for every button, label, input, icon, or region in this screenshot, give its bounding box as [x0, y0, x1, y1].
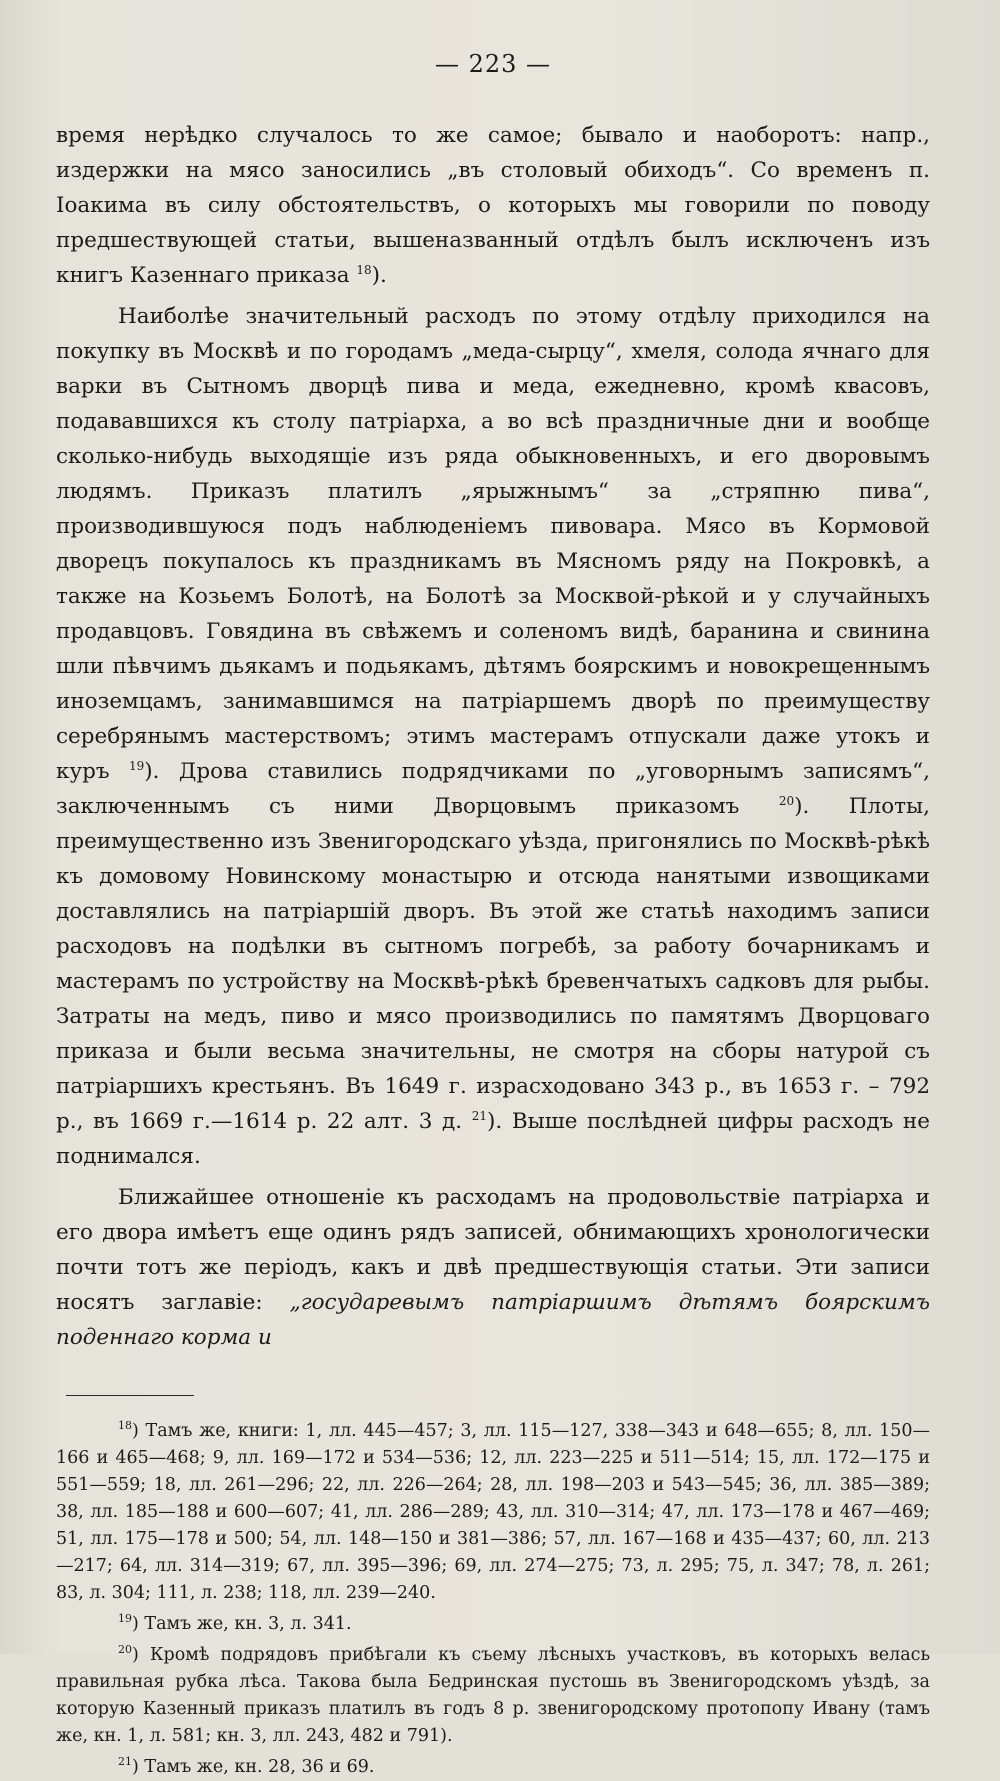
- footnotes: [56, 1418, 930, 1781]
- footnote-ref-19: 19: [128, 758, 145, 773]
- footnote-text: ) Кромѣ подрядовъ прибѣгали къ съему лѣсныхъ участковъ, въ которыхъ велась правильная рубка лѣса. Такова была Бедринская пустошь въ Звенигородскомъ уѣздѣ, за которую Казенный приказъ платилъ въ годъ 8 р. звенигородскому протопопу Ивану (тамъ же, кн. 1, л. 581; кн. 3, лл. 243, 482 и 791).: [56, 1645, 930, 1746]
- footnote-number: 18: [118, 1419, 132, 1433]
- footnote-21: [56, 1754, 930, 1781]
- text-run: Наиболѣе значительный расходъ по этому отдѣлу приходился на покупку въ Москвѣ и по городамъ „меда-сырцу“, хмеля, солода ячнаго для варки въ Сытномъ дворцѣ пива и меда, ежедневно, кромѣ квасовъ, подававшихся къ столу патріарха, а во всѣ праздничные дни и вообще сколько-нибудь выходящіе изъ ряда обыкновенныхъ, и его дворовымъ людямъ. Приказъ платилъ „ярыжнымъ“ за „стряпню пива“, производившуюся подъ наблюденіемъ пивовара. Мясо въ Кормовой дворецъ покупалось къ праздникамъ въ Мясномъ ряду на Покровкѣ, а также на Козьемъ Болотѣ, на Болотѣ за Москвой-рѣкой и у случайныхъ продавцовъ. Говядина въ свѣжемъ и соленомъ видѣ, баранина и свинина шли пѣвчимъ дьякамъ и подьякамъ, дѣтямъ боярскимъ и новокрещеннымъ иноземцамъ, занимавшимся на патріаршемъ дворѣ по преимуществу серебрянымъ мастерствомъ; этимъ мастерамъ отпускали даже утокъ и куръ: [56, 304, 930, 784]
- footnote-number: 20: [118, 1643, 132, 1657]
- text-run: Ближайшее отношеніе къ расходамъ на продовольствіе патріарха и его двора имѣетъ еще одинъ рядъ записей, обнимающихъ хронологически почти тотъ же періодъ, какъ и двѣ предшествующія статьи. Эти записи носятъ заглавіе:: [56, 1185, 930, 1315]
- footnote-19: [56, 1611, 930, 1638]
- footnote-18: [56, 1418, 930, 1607]
- footnote-number: 19: [118, 1612, 132, 1626]
- text-run: ).: [371, 263, 387, 288]
- paragraph-1: [56, 118, 930, 293]
- text-run: время нерѣдко случалось то же самое; бывало и наоборотъ: напр., издержки на мясо заносились „въ столовый обиходъ“. Со временъ п. Іоакима въ силу обстоятельствъ, о которыхъ мы говорили по поводу предшествующей статьи, вышеназванный отдѣлъ былъ исключенъ изъ книгъ Казеннаго приказа: [56, 123, 930, 288]
- footnote-text: ) Тамъ же, книги: 1, лл. 445—457; 3, лл. 115—127, 338—343 и 648—655; 8, лл. 150—166 и 465—468; 9, лл. 169—172 и 534—536; 12, лл. 223—225 и 511—514; 15, лл. 172—175 и 551—559; 18, лл. 261—296; 22, лл. 226—264; 28, лл. 198—203 и 543—545; 36, лл. 385—389; 38, лл. 185—188 и 600—607; 41, лл. 286—289; 43, лл. 310—314; 47, лл. 173—178 и 467—469; 51, лл. 175—178 и 500; 54, лл. 148—150 и 381—386; 57, лл. 167—168 и 435—437; 60, лл. 213—217; 64, лл. 314—319; 67, лл. 395—396; 69, лл. 274—275; 73, л. 295; 75, л. 347; 78, л. 261; 83, л. 304; 111, л. 238; 118, лл. 239—240.: [56, 1421, 930, 1603]
- text-run: ). Выше послѣдней цифры расходъ не поднимался.: [56, 1109, 930, 1169]
- footnote-ref-18: 18: [356, 262, 372, 277]
- text-run: ). Дрова ставились подрядчиками по „уговорнымъ записямъ“, заключеннымъ съ ними Дворцовымъ приказомъ: [56, 759, 930, 819]
- footnote-separator: [66, 1395, 194, 1396]
- footnote-text: ) Тамъ же, кн. 3, л. 341.: [132, 1614, 352, 1634]
- footnote-20: [56, 1642, 930, 1750]
- footnote-ref-21: 21: [471, 1108, 487, 1123]
- footnote-text: ) Тамъ же, кн. 28, 36 и 69.: [132, 1757, 375, 1777]
- text-run: ). Плоты, преимущественно изъ Звенигородскаго уѣзда, пригонялись по Москвѣ-рѣкѣ къ домовому Новинскому монастырю и отсюда нанятыми извощиками доставлялись на патріаршій дворъ. Въ этой же статьѣ находимъ записи расходовъ на подѣлки въ сытномъ погребѣ, за работу бочарникамъ и мастерамъ по устройству на Москвѣ-рѣкѣ бревенчатыхъ садковъ для рыбы. Затраты на медъ, пиво и мясо производились по памятямъ Дворцоваго приказа и были весьма значительны, не смотря на сборы натурой съ патріаршихъ крестьянъ. Въ 1649 г. израсходовано 343 р., въ 1653 г. – 792 р., въ 1669 г.—1614 р. 22 алт. 3 д.: [56, 794, 931, 1134]
- page-number: — 223 —: [434, 50, 552, 78]
- italic-title-quote: „государевымъ патріаршимъ дѣтямъ боярскимъ поденнаго корма и: [56, 1290, 930, 1350]
- paragraph-2: [56, 299, 930, 1174]
- footnote-number: 21: [118, 1755, 132, 1769]
- main-text: [56, 118, 930, 1355]
- paragraph-3: [56, 1180, 930, 1355]
- footnote-ref-20: 20: [778, 793, 795, 808]
